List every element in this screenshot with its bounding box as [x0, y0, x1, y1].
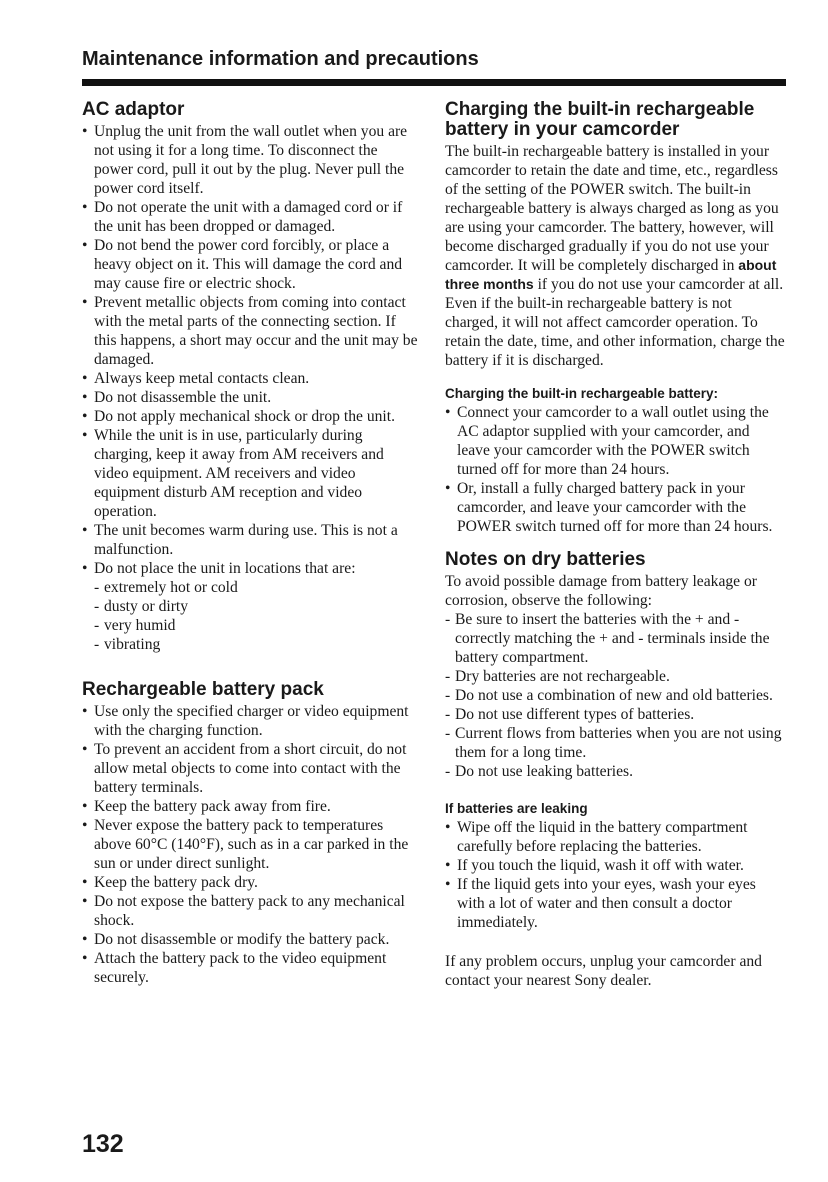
page-title: Maintenance information and precautions [82, 48, 479, 70]
right-column [445, 100, 785, 990]
closing-paragraph: If any problem occurs, unplug your camcorder and contact your nearest Sony dealer. [445, 953, 762, 989]
list-item: • Never expose the battery pack to temperatures above 60°C (140°F), such as in a car parked in the sun or under direct sunlight. [82, 816, 420, 873]
leaking-list [445, 818, 785, 932]
list-item: • Wipe off the liquid in the battery compartment carefully before replacing the batteries. [445, 818, 785, 856]
list-item: • Keep the battery pack dry. [82, 873, 420, 892]
sub-list-item: - dusty or dirty [82, 597, 420, 616]
list-item: • Always keep metal contacts clean. [82, 369, 420, 388]
builtin-battery-paragraph [445, 142, 785, 370]
list-item: • Do not place the unit in locations that are: [82, 559, 420, 578]
builtin-battery-heading: Charging the built-in rechargeable battery in your camcorder [445, 99, 755, 140]
page-number: 132 [82, 1130, 124, 1158]
battery-pack-list [82, 702, 420, 987]
list-item: • Keep the battery pack away from fire. [82, 797, 420, 816]
builtin-charge-subheading: Charging the built-in rechargeable battery: [445, 386, 719, 401]
title-rule [82, 79, 786, 86]
list-item: • Do not disassemble the unit. [82, 388, 420, 407]
list-item: • While the unit is in use, particularly during charging, keep it away from AM receivers and video equipment. AM receivers and video equipment disturb AM reception and video operation. [82, 426, 420, 521]
list-item: • Unplug the unit from the wall outlet when you are not using it for a long time. To disconnect the power cord, pull it out by the plug. Never pull the power cord itself. [82, 122, 420, 198]
list-item: • If you touch the liquid, wash it off with water. [445, 856, 785, 875]
list-item: - Current flows from batteries when you are not using them for a long time. [445, 724, 785, 762]
dry-batteries-heading: Notes on dry batteries [445, 549, 646, 570]
list-item: • Do not bend the power cord forcibly, or place a heavy object on it. This will damage the cord and may cause fire or electric shock. [82, 236, 420, 293]
list-item: • Do not operate the unit with a damaged cord or if the unit has been dropped or damaged. [82, 198, 420, 236]
list-item: - Do not use leaking batteries. [445, 762, 785, 781]
list-item: • Or, install a fully charged battery pack in your camcorder, and leave your camcorder with the POWER switch turned off for more than 24 hours. [445, 479, 785, 536]
leaking-subheading: If batteries are leaking [445, 801, 588, 816]
list-item: - Be sure to insert the batteries with the + and - correctly matching the + and - terminals inside the battery compartment. [445, 610, 785, 667]
paragraph-text: The built-in rechargeable battery is installed in your camcorder to retain the date and time, etc., regardless of the setting of the POWER switch. The built-in rechargeable battery is always charged as long as you are using your camcorder. The battery, however, will become discharged gradually if you do not use your camcorder. It will be completely discharged in [445, 143, 779, 274]
list-item: - Dry batteries are not rechargeable. [445, 667, 785, 686]
sub-list-item: - vibrating [82, 635, 420, 654]
list-item: • Connect your camcorder to a wall outlet using the AC adaptor supplied with your camcorder, and leave your camcorder with the POWER switch turned off for more than 24 hours. [445, 403, 785, 479]
list-item: • Attach the battery pack to the video equipment securely. [82, 949, 420, 987]
list-item: • Prevent metallic objects from coming into contact with the metal parts of the connecting section. If this happens, a short may occur and the unit may be damaged. [82, 293, 420, 369]
list-item: • Use only the specified charger or video equipment with the charging function. [82, 702, 420, 740]
list-item: • Do not disassemble or modify the battery pack. [82, 930, 420, 949]
left-column [82, 100, 420, 987]
battery-pack-heading: Rechargeable battery pack [82, 679, 324, 700]
ac-adaptor-heading: AC adaptor [82, 99, 185, 120]
list-item: • To prevent an accident from a short circuit, do not allow metal objects to come into contact with the battery terminals. [82, 740, 420, 797]
list-item: - Do not use different types of batteries. [445, 705, 785, 724]
list-item: - Do not use a combination of new and old batteries. [445, 686, 785, 705]
paragraph-text: if you do not use your camcorder at all. Even if the built-in rechargeable battery is not charged, it will not affect camcorder operation. To retain the date, time, and other information, charge the battery if it is discharged. [445, 276, 785, 369]
sub-list-item: - very humid [82, 616, 420, 635]
list-item: • If the liquid gets into your eyes, wash your eyes with a lot of water and then consult a doctor immediately. [445, 875, 785, 932]
list-item: • Do not apply mechanical shock or drop the unit. [82, 407, 420, 426]
list-item: • Do not expose the battery pack to any mechanical shock. [82, 892, 420, 930]
emphasis-text: about three months [445, 257, 777, 292]
dry-batteries-intro: To avoid possible damage from battery leakage or corrosion, observe the following: [445, 573, 757, 609]
dry-batteries-list [445, 610, 785, 781]
ac-adaptor-list [82, 122, 420, 654]
builtin-charge-list [445, 403, 785, 536]
sub-list-item: - extremely hot or cold [82, 578, 420, 597]
list-item: • The unit becomes warm during use. This is not a malfunction. [82, 521, 420, 559]
